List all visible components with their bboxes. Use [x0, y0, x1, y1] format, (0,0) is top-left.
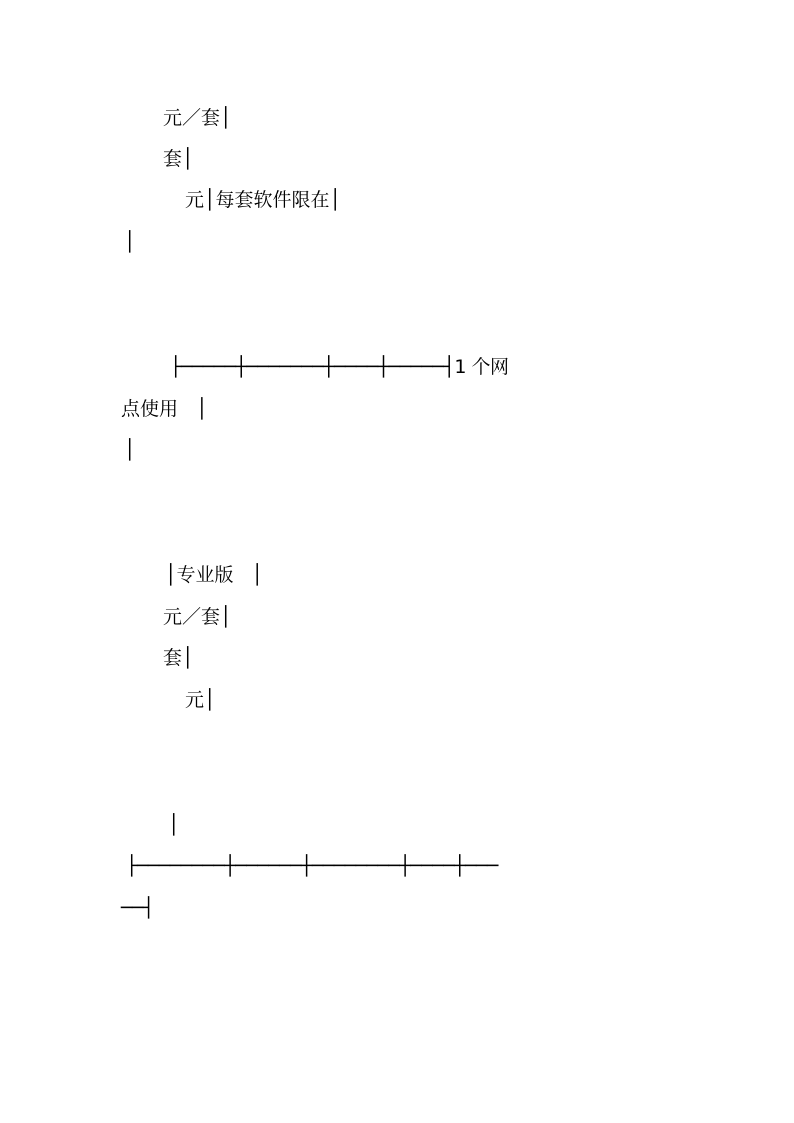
text-line-yuan: 元│	[185, 689, 216, 711]
table-rule-line: ├────────┼──────┼────────┼────┼───	[126, 855, 498, 877]
text-line-price-per-set: 元／套│	[163, 107, 232, 129]
text-line-set: 套│	[163, 148, 194, 170]
text-line-border: │	[124, 231, 136, 253]
text-line-site-usage: 点使用 │	[121, 398, 208, 420]
table-rule-line-end: ──┤	[121, 897, 154, 919]
text-line-price-per-set: 元／套│	[163, 606, 232, 628]
text-line-set: 套│	[163, 647, 194, 669]
text-line-professional-edition: │专业版 │	[165, 564, 263, 586]
table-rule-line: ├─────┼───────┼────┼─────┤1 个网	[170, 356, 509, 378]
text-line-border: │	[168, 814, 180, 836]
text-line-border: │	[124, 439, 136, 461]
text-line-yuan-limit: 元│每套软件限在│	[185, 189, 341, 211]
